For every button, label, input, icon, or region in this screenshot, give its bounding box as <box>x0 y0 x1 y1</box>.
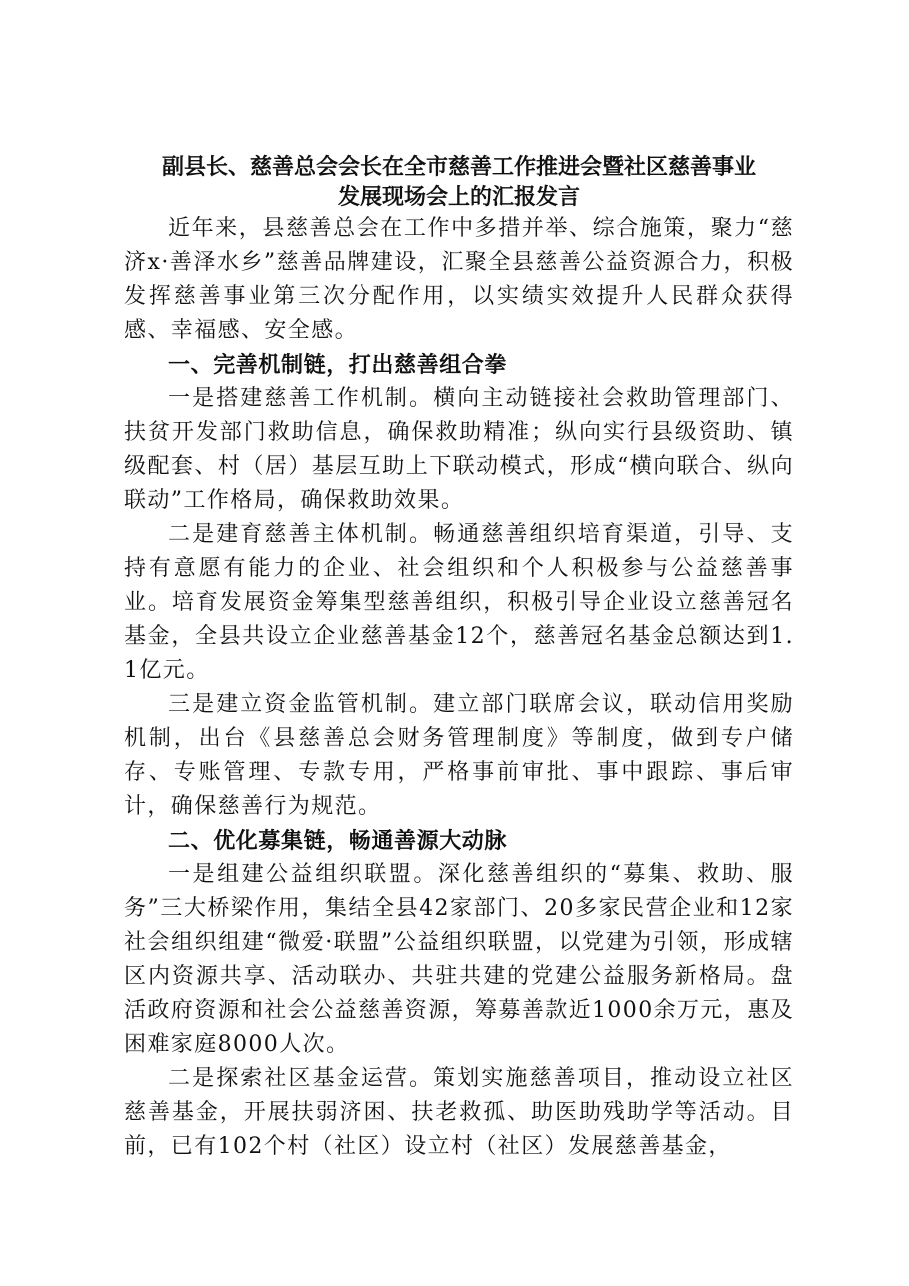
section-1-paragraph-3 <box>124 688 794 824</box>
document-title <box>124 152 794 212</box>
section-2-paragraph-2 <box>124 1062 794 1164</box>
intro-paragraph: 近年来，县慈善总会在工作中多措并举、综合施策，聚力“慈济x·善泽水乡”慈善品牌建设，汇聚全县慈善公益资源合力，积极发挥慈善事业第三次分配作用，以实绩实效提升人民群众获得感、幸福感、安全感。 <box>124 216 794 343</box>
section-2-paragraph-1 <box>124 858 794 1062</box>
paragraph-body: 深化慈善组织的“募集、救助、服务”三大桥梁作用，集结全县42家部门、20多家民营企业和12家社会组织组建“微爱·联盟”公益组织联盟，以党建为引领，形成辖区内资源共享、活动联办、共驻共建的党建公益服务新格局。盘活政府资源和社会公益慈善资源，筹募善款近1000余万元，惠及困难家庭8000人次。 <box>124 862 794 1057</box>
paragraph-body: 建立部门联席会议，联动信用奖励机制，出台《县慈善总会财务管理制度》等制度，做到专户储存、专账管理、专款专用，严格事前审批、事中跟踪、事后审计，确保慈善行为规范。 <box>124 692 794 819</box>
document-page <box>124 152 794 1164</box>
paragraph-lead: 二是建育慈善主体机制。 <box>168 522 434 547</box>
title-line-1: 副县长、慈善总会会长在全市慈善工作推进会暨社区慈善事业 <box>161 154 756 180</box>
paragraph-body: 策划实施慈善项目，推动设立社区慈善基金，开展扶弱济困、扶老救孤、助医助残助学等活动。目前，已有102个村（社区）设立村（社区）发展慈善基金， <box>124 1066 794 1159</box>
title-line-2: 发展现场会上的汇报发言 <box>337 184 580 210</box>
section-2-heading: 二、优化募集链，畅通善源大动脉 <box>168 828 508 854</box>
paragraph-lead: 一是搭建慈善工作机制。 <box>168 386 434 411</box>
paragraph-lead: 一是组建公益组织联盟。 <box>168 862 438 887</box>
section-1-paragraph-1 <box>124 382 794 518</box>
paragraph-body: 畅通慈善组织培育渠道，引导、支持有意愿有能力的企业、社会组织和个人积极参与公益慈善事业。培育发展资金筹集型慈善组织，积极引导企业设立慈善冠名基金，全县共设立企业慈善基金12个，慈善冠名基金总额达到1.1亿元。 <box>124 522 794 683</box>
paragraph-lead: 三是建立资金监管机制。 <box>168 692 434 717</box>
section-1-heading: 一、完善机制链，打出慈善组合拳 <box>168 352 508 378</box>
paragraph-body: 横向主动链接社会救助管理部门、扶贫开发部门救助信息，确保救助精准；纵向实行县级资助、镇级配套、村（居）基层互助上下联动模式，形成“横向联合、纵向联动”工作格局，确保救助效果。 <box>124 386 794 513</box>
section-1-paragraph-2 <box>124 518 794 688</box>
paragraph-lead: 二是探索社区基金运营。 <box>168 1066 434 1091</box>
